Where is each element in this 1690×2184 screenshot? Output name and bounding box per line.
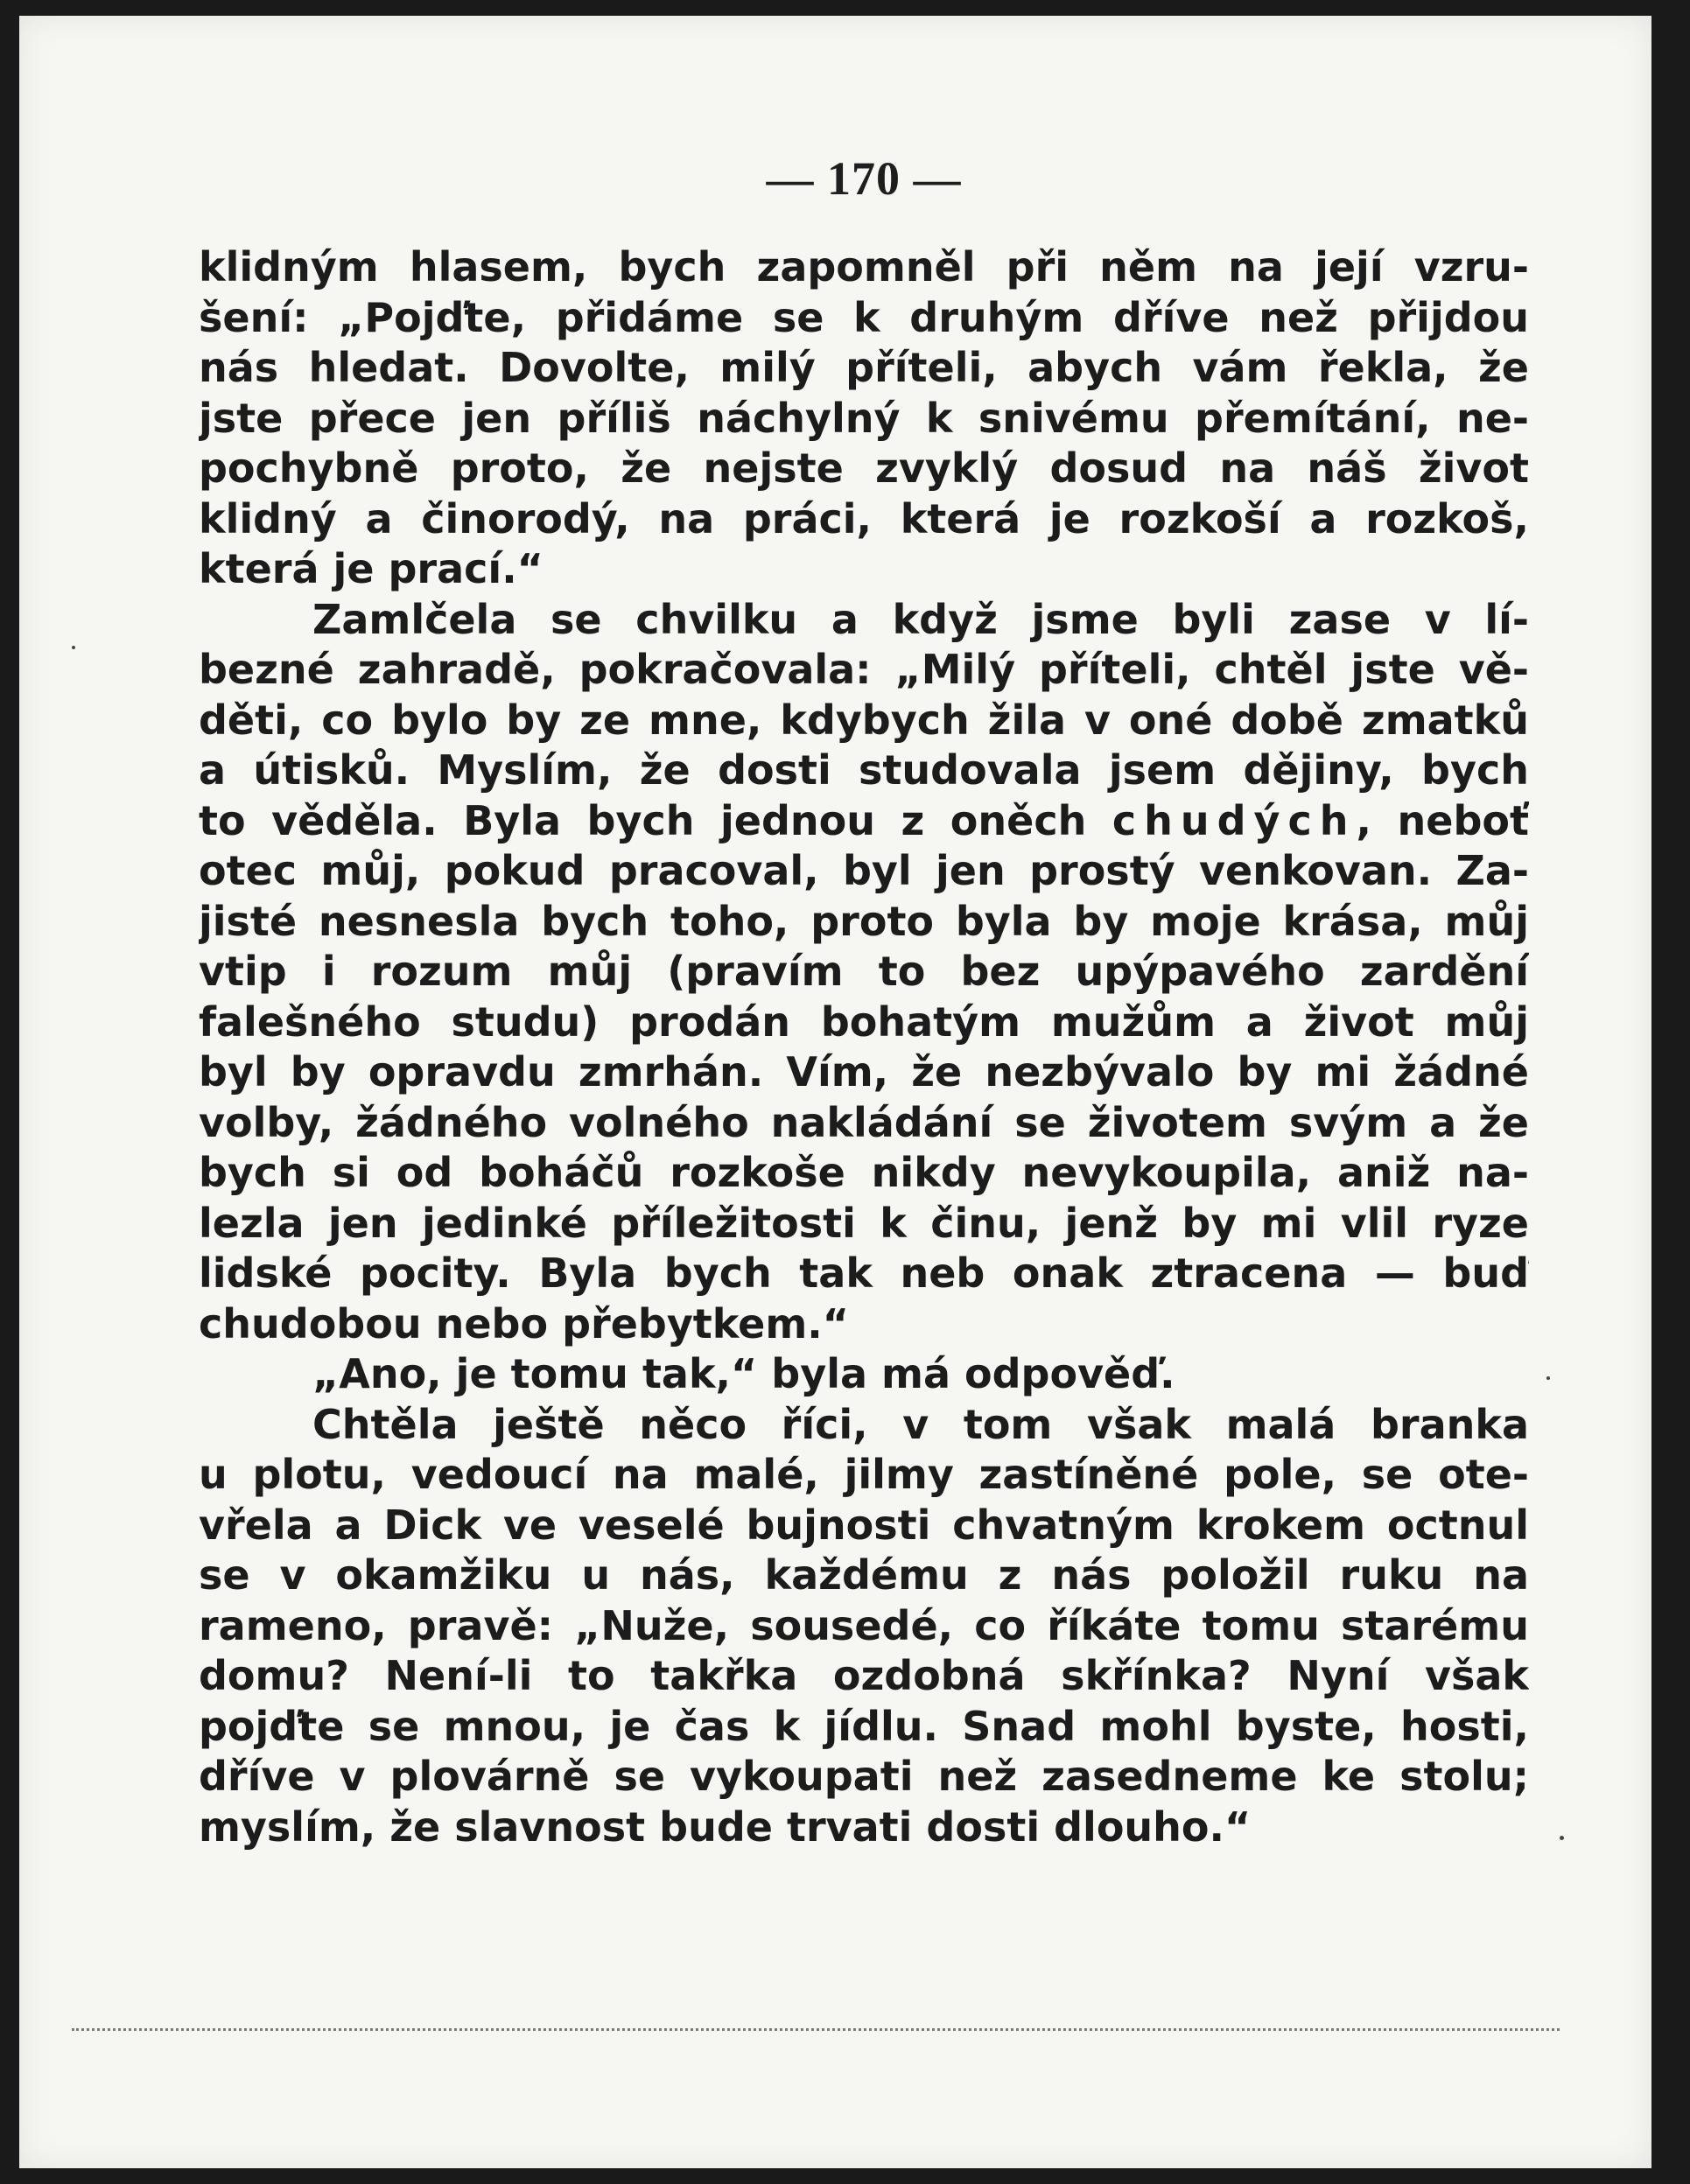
page-number: — 170 — (766, 152, 962, 205)
bottom-dotted-rule (72, 2028, 1560, 2031)
text-line (199, 394, 1529, 444)
emphasized-word: chudých (1111, 796, 1357, 844)
text-line-content: u plotu, vedoucí na malé, jilmy zastíněné pole, se ote- (199, 1451, 1529, 1498)
print-speck (1546, 1376, 1550, 1380)
text-line (199, 494, 1529, 545)
text-line-content: Zamlčela se chvilku a když jsme byli zase v lí- (312, 595, 1529, 643)
text-line-content: vřela a Dick ve veselé bujnosti chvatným krokem octnul (199, 1501, 1529, 1549)
text-line (199, 343, 1529, 394)
text-line-content: dříve v plovárně se vykoupati než zasedneme ke stolu; (199, 1753, 1529, 1800)
page-content (199, 151, 1529, 1852)
text-line (199, 595, 1529, 646)
text-line (199, 1249, 1529, 1299)
text-line (199, 1450, 1529, 1501)
text-line-content: Chtěla ještě něco říci, v tom však malá branka (312, 1400, 1529, 1448)
print-speck (1560, 1836, 1564, 1840)
text-line-content: vtip i rozum můj (pravím to bez upýpavého zardění (199, 948, 1529, 995)
text-line-content: pochybně proto, že nejste zvyklý dosud na náš život (199, 444, 1529, 492)
text-line (199, 897, 1529, 948)
text-line-tail: , neboť (1356, 796, 1529, 844)
text-line (199, 1199, 1529, 1250)
print-speck (72, 646, 75, 649)
text-line (199, 1501, 1529, 1551)
text-line (199, 746, 1529, 796)
text-line (199, 846, 1529, 897)
text-line-content: se v okamžiku u nás, každému z nás položil ruku na (199, 1551, 1529, 1599)
text-line (199, 1752, 1529, 1802)
text-line-content: která je prací.“ (199, 545, 543, 592)
text-line (199, 1148, 1529, 1199)
text-line-content: falešného studu) prodán bohatým mužům a život můj (199, 998, 1529, 1046)
text-line-content: byl by opravdu zmrhán. Vím, že nezbývalo by mi žádné (199, 1048, 1529, 1096)
text-line-content: „Ano, je tomu tak,“ byla má odpověď. (312, 1350, 1175, 1397)
text-line-content: domu? Není-li to takřka ozdobná skřínka? Nyní však (199, 1652, 1529, 1699)
book-page (19, 16, 1651, 2168)
text-line (199, 1601, 1529, 1652)
text-line (199, 1400, 1529, 1451)
text-line-content: klidný a činorodý, na práci, která je rozkoší a rozkoš, (199, 494, 1529, 542)
text-line-content: volby, žádného volného nakládání se životem svým a že (199, 1098, 1529, 1146)
text-line-content: lezla jen jedinké příležitosti k činu, jenž by mi vlil ryze (199, 1199, 1529, 1247)
text-line (199, 696, 1529, 746)
text-line (199, 998, 1529, 1048)
text-line-content: chudobou nebo přebytkem.“ (199, 1299, 849, 1348)
text-line (199, 1550, 1529, 1601)
text-line-content: to věděla. Byla bych jednou z oněch (199, 796, 1087, 844)
text-line-content: otec můj, pokud pracoval, byl jen prostý venkovan. Za- (199, 847, 1529, 894)
text-line (199, 242, 1529, 293)
text-line-content: bezné zahradě, pokračovala: „Milý příteli, chtěl jste vě- (199, 646, 1529, 693)
text-line-content: myslím, že slavnost bude trvati dosti dlouho.“ (199, 1802, 1252, 1851)
text-line (199, 1802, 1529, 1853)
text-line-content: jste přece jen příliš náchylný k snivému přemítání, ne- (199, 394, 1529, 442)
text-line-content: pojďte se mnou, je čas k jídlu. Snad mohl byste, hosti, (199, 1702, 1529, 1750)
body-text (199, 242, 1529, 1852)
text-line-content: děti, co bylo by ze mne, kdybych žila v oné době zmatků (199, 696, 1529, 744)
text-line (199, 444, 1529, 494)
text-line (199, 1047, 1529, 1098)
text-line-content: nás hledat. Dovolte, milý příteli, abych vám řekla, že (199, 344, 1529, 391)
text-line (199, 1098, 1529, 1149)
text-line-content: rameno, pravě: „Nuže, sousedé, co říkáte tomu starému (199, 1601, 1529, 1649)
text-line-content: šení: „Pojďte, přidáme se k druhým dříve než přijdou (199, 293, 1529, 341)
text-line (199, 1702, 1529, 1753)
text-line-content: jisté nesnesla bych toho, proto byla by moje krása, můj (199, 897, 1529, 945)
text-line (199, 544, 1529, 595)
text-line (199, 645, 1529, 696)
text-line (199, 1651, 1529, 1702)
text-line-content: lidské pocity. Byla bych tak neb onak ztracena — buď (199, 1250, 1529, 1297)
text-line-content: a útisků. Myslím, že dosti studovala jsem dějiny, bych (199, 746, 1529, 794)
text-line (199, 293, 1529, 344)
text-line (199, 947, 1529, 998)
text-line-content: klidným hlasem, bych zapomněl při něm na její vzru- (199, 243, 1529, 290)
text-line-content: bych si od boháčů rozkoše nikdy nevykoupila, aniž na- (199, 1149, 1529, 1196)
text-line (199, 1299, 1529, 1350)
text-line (199, 796, 1529, 847)
text-line (199, 1349, 1529, 1400)
